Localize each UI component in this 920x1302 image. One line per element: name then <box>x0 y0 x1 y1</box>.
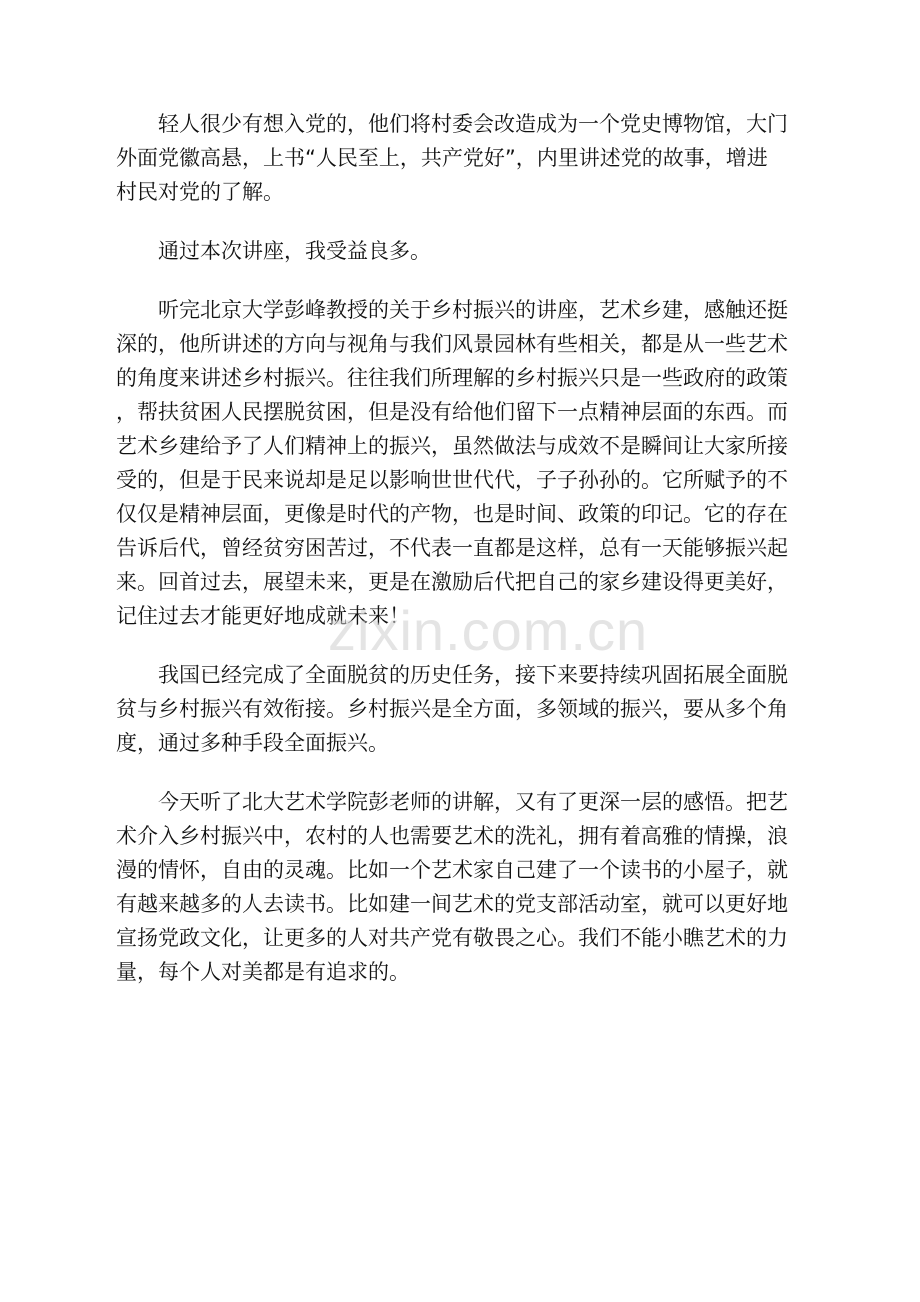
paragraph-5 <box>116 785 810 989</box>
text-line: 通过本次讲座，我受益良多。 <box>116 239 431 263</box>
paragraph-4 <box>116 658 810 760</box>
text-line: 轻人很少有想入党的，他们将村委会改造成为一个党史博物馆，大门 <box>116 112 788 136</box>
text-line: 受的，但是于民来说却是足以影响世世代代，子子孙孙的。它所赋予的不 <box>116 468 788 492</box>
text-line: 度，通过多种手段全面振兴。 <box>116 731 389 755</box>
text-line: 外面党徽高悬，上书“人民至上，共产党好”，内里讲述党的故事，增进 <box>116 146 768 170</box>
paragraph-1 <box>116 107 810 209</box>
text-line: 有越来越多的人去读书。比如建一间艺术的党支部活动室，就可以更好地 <box>116 892 788 916</box>
text-line: 记住过去才能更好地成就未来！ <box>116 604 410 628</box>
text-line: 的角度来讲述乡村振兴。往往我们所理解的乡村振兴只是一些政府的政策 <box>116 366 788 390</box>
text-line: 贫与乡村振兴有效衔接。乡村振兴是全方面，多领域的振兴，要从多个角 <box>116 697 788 721</box>
text-line: 术介入乡村振兴中，农村的人也需要艺术的洗礼，拥有着高雅的情操，浪 <box>116 824 788 848</box>
text-line: 艺术乡建给予了人们精神上的振兴，虽然做法与成效不是瞬间让大家所接 <box>116 434 788 458</box>
paragraph-3 <box>116 293 810 633</box>
text-line: 村民对党的了解。 <box>116 180 284 204</box>
text-line: 来。回首过去，展望未来，更是在激励后代把自己的家乡建设得更美好， <box>116 570 788 594</box>
text-line: 听完北京大学彭峰教授的关于乡村振兴的讲座，艺术乡建，感触还挺 <box>116 298 788 322</box>
document-body <box>116 107 810 1014</box>
text-line: ，帮扶贫困人民摆脱贫困，但是没有给他们留下一点精神层面的东西。而 <box>116 400 788 424</box>
watermark: zixin.com.cn <box>328 599 649 662</box>
text-line: 告诉后代，曾经贫穷困苦过，不代表一直都是这样，总有一天能够振兴起 <box>116 536 788 560</box>
text-line: 宣扬党政文化，让更多的人对共产党有敬畏之心。我们不能小瞧艺术的力 <box>116 926 788 950</box>
paragraph-2 <box>116 234 810 268</box>
text-line: 今天听了北大艺术学院彭老师的讲解，又有了更深一层的感悟。把艺 <box>116 790 788 814</box>
text-line: 深的，他所讲述的方向与视角与我们风景园林有些相关，都是从一些艺术 <box>116 332 788 356</box>
text-line: 我国已经完成了全面脱贫的历史任务，接下来要持续巩固拓展全面脱 <box>116 663 788 687</box>
text-line: 仅仅是精神层面，更像是时代的产物，也是时间、政策的印记。它的存在 <box>116 502 788 526</box>
text-line: 漫的情怀，自由的灵魂。比如一个艺术家自己建了一个读书的小屋子，就 <box>116 858 788 882</box>
text-line: 量，每个人对美都是有追求的。 <box>116 960 410 984</box>
